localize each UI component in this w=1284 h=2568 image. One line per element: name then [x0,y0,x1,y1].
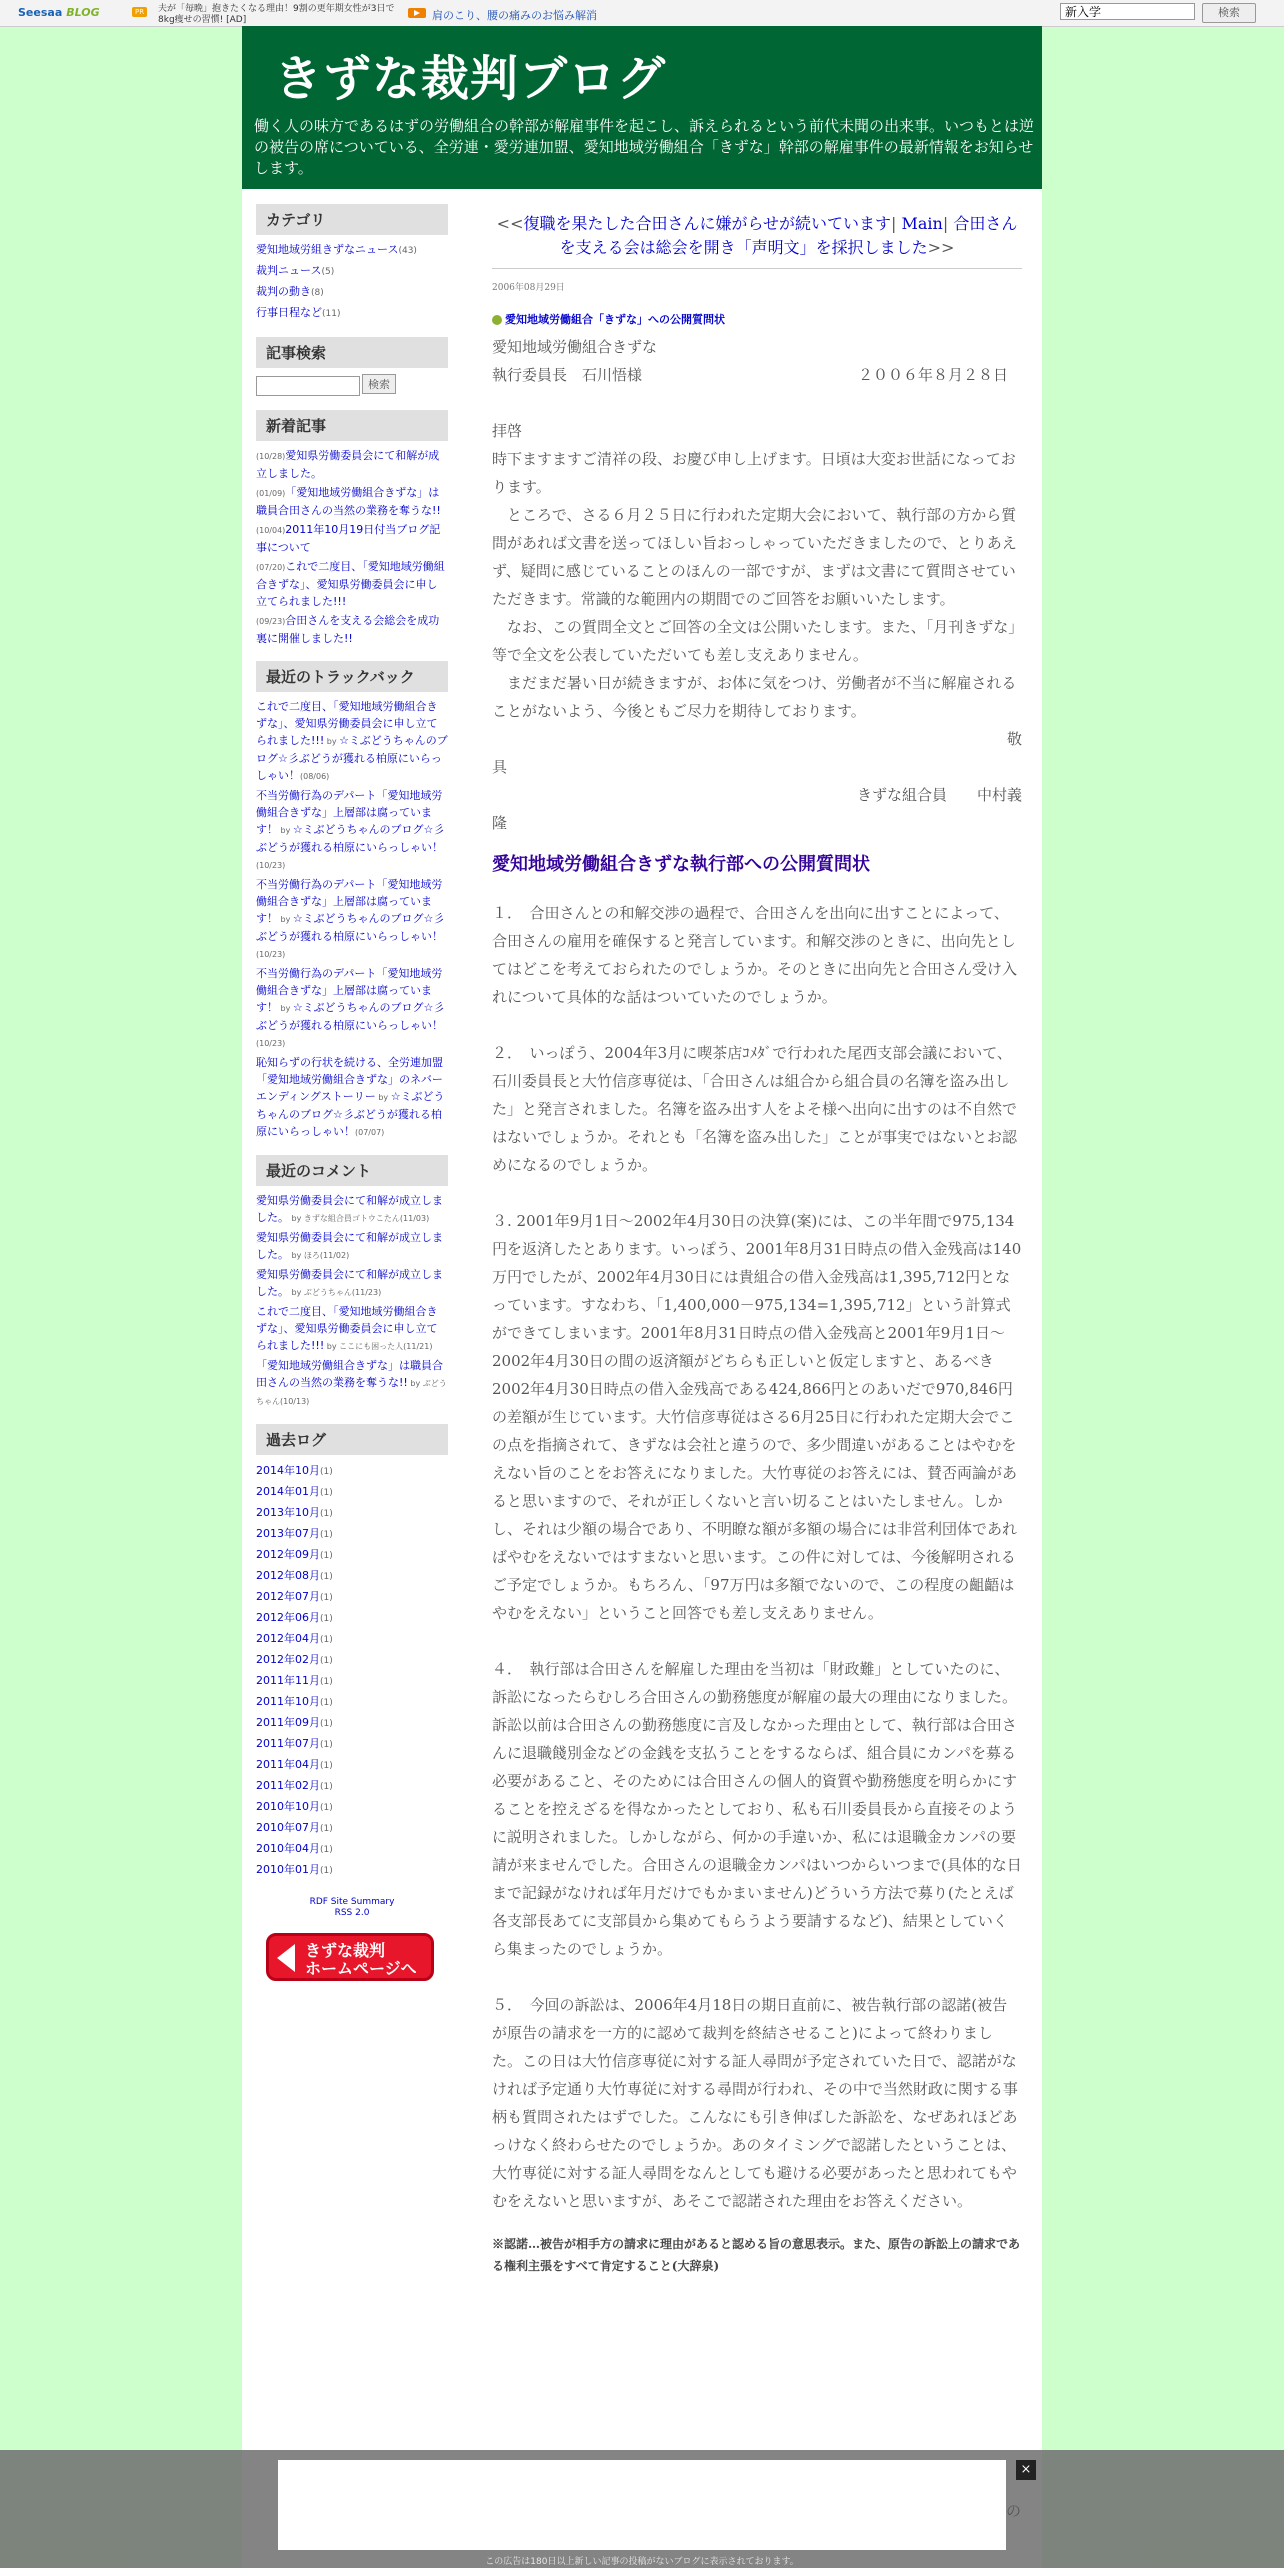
comments-heading: 最近のコメント [256,1155,448,1186]
archive-count: (1) [320,1529,333,1540]
recent-link[interactable]: これで二度目、「愛知地域労働組合きずな」、愛知県労働委員会に申し立てられました!!! [256,559,445,608]
archive-item [256,1461,448,1482]
nav-sep: | [891,214,897,233]
comment-item [256,1266,448,1301]
archive-item [256,1566,448,1587]
comment-link[interactable]: 愛知県労働委員会にて和解が成立しました。 [256,1193,443,1224]
recent-item [256,558,448,610]
blog-description: 働く人の味方であるはずの労働組合の幹部が解雇事件を起こし、訴えられるという前代未聞の出来事。いつもとは逆の被告の席についている、全労連・愛労連加盟、愛知地域労働組合「きずな」幹部の解雇事件の最新情報をお知らせします。 [254,117,1035,177]
archive-item [256,1776,448,1797]
signature-cont: 隆 [492,814,508,832]
sidebar [256,204,448,1981]
archive-count: (1) [320,1697,333,1708]
nav-sep: | [942,214,949,233]
bottom-ad-overlay [0,2450,1284,2568]
archive-count: (1) [320,1865,333,1876]
question-3: ３. 2001年9月1日～2002年4月30日の決算(案)には、この半年間で975,134円を返済したとあります。いっぽう、2001年8月31日時点の借入金残高は140万円でしたが、2002年4月30日には貴組合の借入金残高は1,395,712円となっています。すなわち、「1,400,000－975,134=1,395,712」という計算式ができてしまいます。2001年8月31日時点の借入金残高と2001年9月1日～2002年4月30日の間の返済額がどちらも正しいと仮定しますと、あるべき2002年4月30日時点の借入金残高である424,866円とのあいだで970,846円の差額が生じています。大竹信彦専従はさる6月25日に行われた定期大会でこの点を指摘されて、きずなは会社と違うので、多少間違いがあることはやむをえない旨のことをお答えになりました。大竹専従のお答えには、賛否両論があると思いますので、それが正しくないと言い切ることはいたしません。しかし、それは少額の場合であり、不明瞭な額が多額の場合には非営利団体であればやむをえないではすまないと思います。この件に対しては、今後解明されるご予定でしょうか。もちろん、「97万円は多額でないので、この程度の齟齬はやむをえない」ということ回答でも差し支えありません。 [492,1212,1022,1622]
comment-date: (11/21) [403,1341,433,1351]
archive-count: (1) [320,1718,333,1729]
signature: きずな組合員 中村義 [856,786,1022,804]
main-content [492,212,1022,2277]
pr-badge: PR [132,7,147,17]
nav-next-suffix: >> [927,238,955,257]
trackback-link[interactable]: 恥知らずの行状を続ける、全労連加盟「愛知地域労働組合きずな」のネバーエンディングストーリー [256,1055,443,1103]
greeting: 拝啓 [492,422,523,440]
category-link[interactable]: 裁判ニュース [256,264,322,277]
paragraph: ところで、さる６月２５日に行われた定期大会において、執行部の方から質問があれば文書を送ってほしい旨おっしゃっていただきましたので、とりあえず、疑問に感じていることのほんの一部ですが、まずは文書にて質問させていただきます。常識的な範囲内の期間でのご回答をお願いいたします。 [492,506,1017,608]
blog-title[interactable]: きずな裁判ブログ [274,51,667,107]
recent-heading: 新着記事 [256,410,448,441]
archive-link[interactable]: 2011年02月 [256,1778,320,1792]
category-link[interactable]: 愛知地域労組きずなニュース [256,243,399,256]
seesaa-logo[interactable] [18,6,100,19]
question-1: １． 合田さんとの和解交渉の過程で、合田さんを出向に出すことによって、合田さんの雇用を確保すると発言しています。和解交渉のときに、出向先としてはどこを考えておられたのでしょうか。そのときに出向先と合田さん受け入れについて具体的な話はついていたのでしょうか。 [492,904,1018,1006]
archive-count: (1) [320,1466,333,1477]
comment-by: by [407,1378,423,1388]
feed-links [256,1897,448,1919]
ad2-sep: 、 [476,9,487,22]
trackback-by: by [278,825,293,835]
address-line-2 [492,361,1022,389]
archive-item [256,1608,448,1629]
trackback-heading: 最近のトラックバック [256,661,448,692]
home-button-line1: きずな裁判 [305,1940,386,1960]
archive-item [256,1692,448,1713]
archive-item [256,1524,448,1545]
archive-item [256,1587,448,1608]
top-search-input[interactable] [1060,3,1195,20]
sidebar-search-input[interactable] [256,376,360,396]
comment-item [256,1357,448,1410]
rdf-link[interactable]: RDF Site Summary [309,1896,395,1907]
archive-link[interactable]: 2010年07月 [256,1820,320,1834]
trackback-author[interactable]: ☆ミぶどうちゃんのブログ☆彡ぶどうが獲れる柏原にいらっしゃい！ [256,733,448,782]
comment-author: ぶどうちゃん [303,1287,352,1297]
paragraph: 時下ますますご清祥の段、お慶び申し上げます。日頃は大変お世話になっております。 [492,450,1016,496]
letter-date: ２００６年８月２８日 [857,366,1008,384]
comment-date: (10/13) [280,1396,310,1406]
archive-count: (1) [320,1571,333,1582]
comment-date: (11/03) [399,1213,430,1223]
archive-count: (1) [320,1760,333,1771]
comment-by: by [289,1250,304,1260]
trackback-by: by [324,736,340,746]
archive-item [256,1545,448,1566]
archive-count: (1) [320,1634,333,1645]
archive-link[interactable]: 2014年01月 [256,1484,320,1498]
archive-count: (1) [320,1508,333,1519]
recent-date: (09/23) [256,616,286,626]
question-4: ４． 執行部は合田さんを解雇した理由を当初は「財政難」としていたのに、訴訟になったらむしろ合田さんの勤務態度が解雇の最大の理由になりました。訴訟以前は合田さんの勤務態度に言及しなかった理由として、執行部は合田さんに退職餞別金などの金銭を支払うことをするならば、組合員にカンパを募る必要があること、そのためには合田さんの個人的資質や勤務態度を明らかにすることを控えざるを得なかったとしており、私も石川委員長から直接そのように説明されました。しかしながら、何かの手違いか、私には退職金カンパの要請が来ませんでした。合田さんの退職金カンパはいつからいつまで(具体的な日まで記録がなければ年月だけでもかまいません)どういう方法で募り(たとえば各支部長あてに支部員から集めてもらうよう要請するなど)、結果としていくら集まったのでしょうか。 [492,1660,1022,1958]
rss-link[interactable]: RSS 2.0 [334,1907,370,1918]
page-container [242,26,1042,2568]
nav-prev-prefix: << [496,214,524,233]
trackback-author[interactable]: ☆ミぶどうちゃんのブログ☆彡ぶどうが獲れる柏原にいらっしゃい！ [256,1000,445,1032]
comment-author: ここにも困った人 [339,1341,404,1351]
category-item [256,283,448,302]
archive-link[interactable]: 2010年04月 [256,1841,320,1855]
entry-navigation [492,212,1022,269]
archive-item [256,1671,448,1692]
search-heading: 記事検索 [256,337,448,368]
archive-count: (1) [320,1823,333,1834]
home-page-button[interactable] [266,1933,434,1981]
archive-link[interactable]: 2010年10月 [256,1799,320,1813]
archive-item [256,1503,448,1524]
archive-count: (1) [320,1676,333,1687]
nav-main-link[interactable]: Main [901,214,943,233]
blog-header [242,26,1042,189]
category-heading: カテゴリ [256,204,448,235]
archive-heading: 過去ログ [256,1424,448,1455]
archive-link[interactable]: 2012年09月 [256,1547,320,1561]
comment-author: ぶどうちゃん [256,1378,447,1406]
archive-item [256,1713,448,1734]
entry-title-link[interactable]: 愛知地域労働組合「きずな」への公開質問状 [505,313,725,326]
top-ad-2 [432,7,597,23]
address-recipient: 執行委員長 石川悟様 [492,366,643,384]
archive-link[interactable]: 2014年10月 [256,1463,320,1477]
archive-item [256,1755,448,1776]
comment-by: by [324,1341,340,1351]
archive-item [256,1629,448,1650]
recent-item [256,484,448,519]
comment-author: ほろ [303,1250,320,1260]
ad-caption: この広告は180日以上新しい記事の投稿がないブログに表示されております。 [485,2557,799,2567]
archive-count: (1) [320,1655,333,1666]
category-count: (5) [321,267,335,277]
entry-title [492,313,1022,327]
paragraph: なお、この質問全文とご回答の全文は公開いたします。また、「月刊きずな」等で全文を公表していただいても差し支えありません。 [492,618,1016,664]
closing-gu: 具 [492,758,508,776]
recent-date: (01/09) [256,488,286,498]
comment-link[interactable]: 愛知県労働委員会にて和解が成立しました。 [256,1230,443,1261]
archive-link[interactable]: 2011年04月 [256,1757,320,1771]
category-count: (43) [398,246,417,256]
trackback-date: (10/23) [256,1038,286,1048]
archive-item [256,1818,448,1839]
trackback-author[interactable]: ☆ミぶどうちゃんのブログ☆彡ぶどうが獲れる柏原にいらっしゃい！ [256,1089,445,1138]
archive-count: (1) [320,1592,333,1603]
comment-by: by [289,1213,304,1223]
sidebar-search-button[interactable]: 検索 [362,374,396,394]
archive-link[interactable]: 2011年10月 [256,1694,320,1708]
top-search-button[interactable]: 検索 [1202,3,1256,23]
nav-next-link[interactable]: 合田さんを支える会は総会を開き「声明文」を採択しました [559,214,1018,257]
recent-date: (10/28) [256,451,286,461]
trackback-date: (10/23) [256,860,286,870]
section-heading: 愛知地域労働組合きずな執行部への公開質問状 [492,854,870,875]
footnote: ※認諾…被告が相手方の請求に理由があると認める旨の意思表示。また、原告の訴訟上の請求である権利主張をすべて肯定すること(大辞泉) [492,2237,1021,2273]
archive-item [256,1650,448,1671]
trackback-item [256,876,448,963]
trackback-by: by [278,914,293,924]
arrow-left-icon [277,1944,295,1972]
trackback-by: by [278,1003,293,1013]
archive-item [256,1860,448,1881]
trackback-item [256,965,448,1052]
recent-item [256,612,448,647]
recent-link[interactable]: 愛知県労働委員会にて和解が成立しました。 [256,448,440,480]
category-list [256,241,448,323]
trackback-author[interactable]: ☆ミぶどうちゃんのブログ☆彡ぶどうが獲れる柏原にいらっしゃい！ [256,911,445,943]
ad2-link-2[interactable]: 腰の痛みのお悩み解消 [487,9,597,22]
arrow-icon [408,8,426,18]
archive-list [256,1461,448,1881]
ad2-link-1[interactable]: 肩のこり [432,9,476,22]
top-bar [0,0,1284,27]
archive-link[interactable]: 2011年09月 [256,1715,320,1729]
archive-link[interactable]: 2011年07月 [256,1736,320,1750]
trackback-author[interactable]: ☆ミぶどうちゃんのブログ☆彡ぶどうが獲れる柏原にいらっしゃい！ [256,822,445,854]
category-link[interactable]: 裁判の動き [256,285,311,298]
entry-date: 2006年08月29日 [492,283,565,293]
question-5: ５． 今回の訴訟は、2006年4月18日の期日直前に、被告執行部の認諾(被告が原告の請求を一方的に認めて裁判を終結させること)によって終わりました。この日は大竹信彦専従に対する証人尋問が予定されていた日で、認諾がなければ予定通り大竹専従に対する尋問が行われ、その中で当然財政に関する事柄も質問されたはずでした。こんなにも引き伸ばした訴訟を、なぜあれほどあっけなく終わらせたのでしょうか。あのタイミングで認諾したということは、大竹専従に対する証人尋問をなんとしても避ける必要があったと思われてもやむをえないと思いますが、あそこで認諾された理由をお答えください。 [492,1996,1018,2210]
trackback-date: (07/07) [355,1127,385,1137]
archive-count: (1) [320,1613,333,1624]
recent-date: (07/20) [256,562,286,572]
comments-list [256,1192,448,1410]
archive-link[interactable]: 2012年07月 [256,1589,320,1603]
archive-count: (1) [320,1487,333,1498]
comment-by: by [289,1287,304,1297]
archive-link[interactable]: 2013年07月 [256,1526,320,1540]
trackback-list [256,698,448,1141]
recent-link[interactable]: 2011年10月19日付当ブログ記事について [256,522,441,554]
trackback-link[interactable]: 不当労働行為のデパート「愛知地域労働組合きずな」上層部は腐っています！ [256,877,443,925]
comment-link[interactable]: 「愛知地域労働組合きずな」は職員合田さんの当然の業務を奪うな!! [256,1358,443,1389]
brand-blog-text: BLOG [66,6,100,19]
archive-link[interactable]: 2010年01月 [256,1862,320,1876]
archive-link[interactable]: 2011年11月 [256,1673,320,1687]
comment-date: (11/23) [351,1287,382,1297]
archive-count: (1) [320,1781,333,1792]
brand-text: Seesaa [18,6,63,19]
archive-link[interactable]: 2012年02月 [256,1652,320,1666]
top-ad-link[interactable]: 夫が「毎晩」抱きたくなる理由！9割の更年期女性が3日で8kg痩せの習慣! [AD] [158,4,395,25]
question-2: ２． いっぽう、2004年3月に喫茶店ｺﾒﾀﾞで行われた尾西支部会議において、石川委員長と大竹信彦専従は、「合田さんは組合から組合員の名簿を盗み出した」と発言されました。名簿を盗み出す人をよそ様へ出向に出すのは不自然ではないでしょうか。それとも「名簿を盗み出した」ことが事実ではないとお認めになるのでしょうか。 [492,1044,1018,1174]
paragraph: まだまだ暑い日が続きますが、お体に気をつけ、労働者が不当に解雇されることがないよう、今後ともご尽力を期待しております。 [492,674,1017,720]
archive-item [256,1839,448,1860]
category-item [256,304,448,323]
archive-count: (1) [320,1802,333,1813]
archive-link[interactable]: 2012年08月 [256,1568,320,1582]
category-link[interactable]: 行事日程など [256,306,322,319]
close-icon[interactable]: × [1016,2460,1036,2480]
recent-list [256,447,448,647]
archive-count: (1) [320,1739,333,1750]
recent-link[interactable]: 「愛知地域労働組合きずな」は職員合田さんの当然の業務を奪うな!! [256,485,441,517]
ad-frame[interactable] [278,2460,1006,2550]
recent-link[interactable]: 合田さんを支える会総会を成功裏に開催しました!! [256,613,440,645]
bullet-icon [492,315,502,325]
archive-link[interactable]: 2012年06月 [256,1610,320,1624]
recent-item [256,521,448,556]
trackback-date: (10/23) [256,949,286,959]
archive-item [256,1797,448,1818]
category-count: (8) [311,288,324,298]
comment-item [256,1192,448,1227]
category-item [256,262,448,281]
archive-item [256,1734,448,1755]
category-count: (11) [322,309,341,319]
trackback-link[interactable]: 不当労働行為のデパート「愛知地域労働組合きずな」上層部は腐っています！ [256,966,443,1014]
home-button-line2: ホームページへ [305,1958,417,1978]
comment-date: (11/02) [319,1250,350,1260]
address-line-1: 愛知地域労働組合きずな [492,338,658,356]
archive-count: (1) [320,1844,333,1855]
trackback-link[interactable]: これで二度目、「愛知地域労働組合きずな」、愛知県労働委員会に申し立てられました!!! [256,699,438,747]
trackback-link[interactable]: 不当労働行為のデパート「愛知地域労働組合きずな」上層部は腐っています！ [256,788,443,836]
trackback-item [256,1054,448,1141]
nav-prev-link[interactable]: 復職を果たした合田さんに嫌がらせが続いています [523,214,891,233]
trackback-item [256,787,448,874]
trackback-item [256,698,448,785]
trackback-date: (08/06) [300,771,330,781]
trackback-by: by [375,1092,391,1102]
comment-link[interactable]: これで二度目、「愛知地域労働組合きずな」、愛知県労働委員会に申し立てられました!!! [256,1304,438,1352]
archive-item [256,1482,448,1503]
comment-item [256,1229,448,1264]
recent-item [256,447,448,482]
archive-count: (1) [320,1550,333,1561]
peek-text: の [1006,2502,1022,2520]
recent-date: (10/04) [256,525,286,535]
archive-link[interactable]: 2012年04月 [256,1631,320,1645]
comment-link[interactable]: 愛知県労働委員会にて和解が成立しました。 [256,1267,443,1298]
closing-kei: 敬 [1006,730,1022,748]
archive-link[interactable]: 2013年10月 [256,1505,320,1519]
category-item [256,241,448,260]
comment-author: きずな組合員ゴトウこたん [303,1213,400,1223]
comment-item [256,1303,448,1355]
